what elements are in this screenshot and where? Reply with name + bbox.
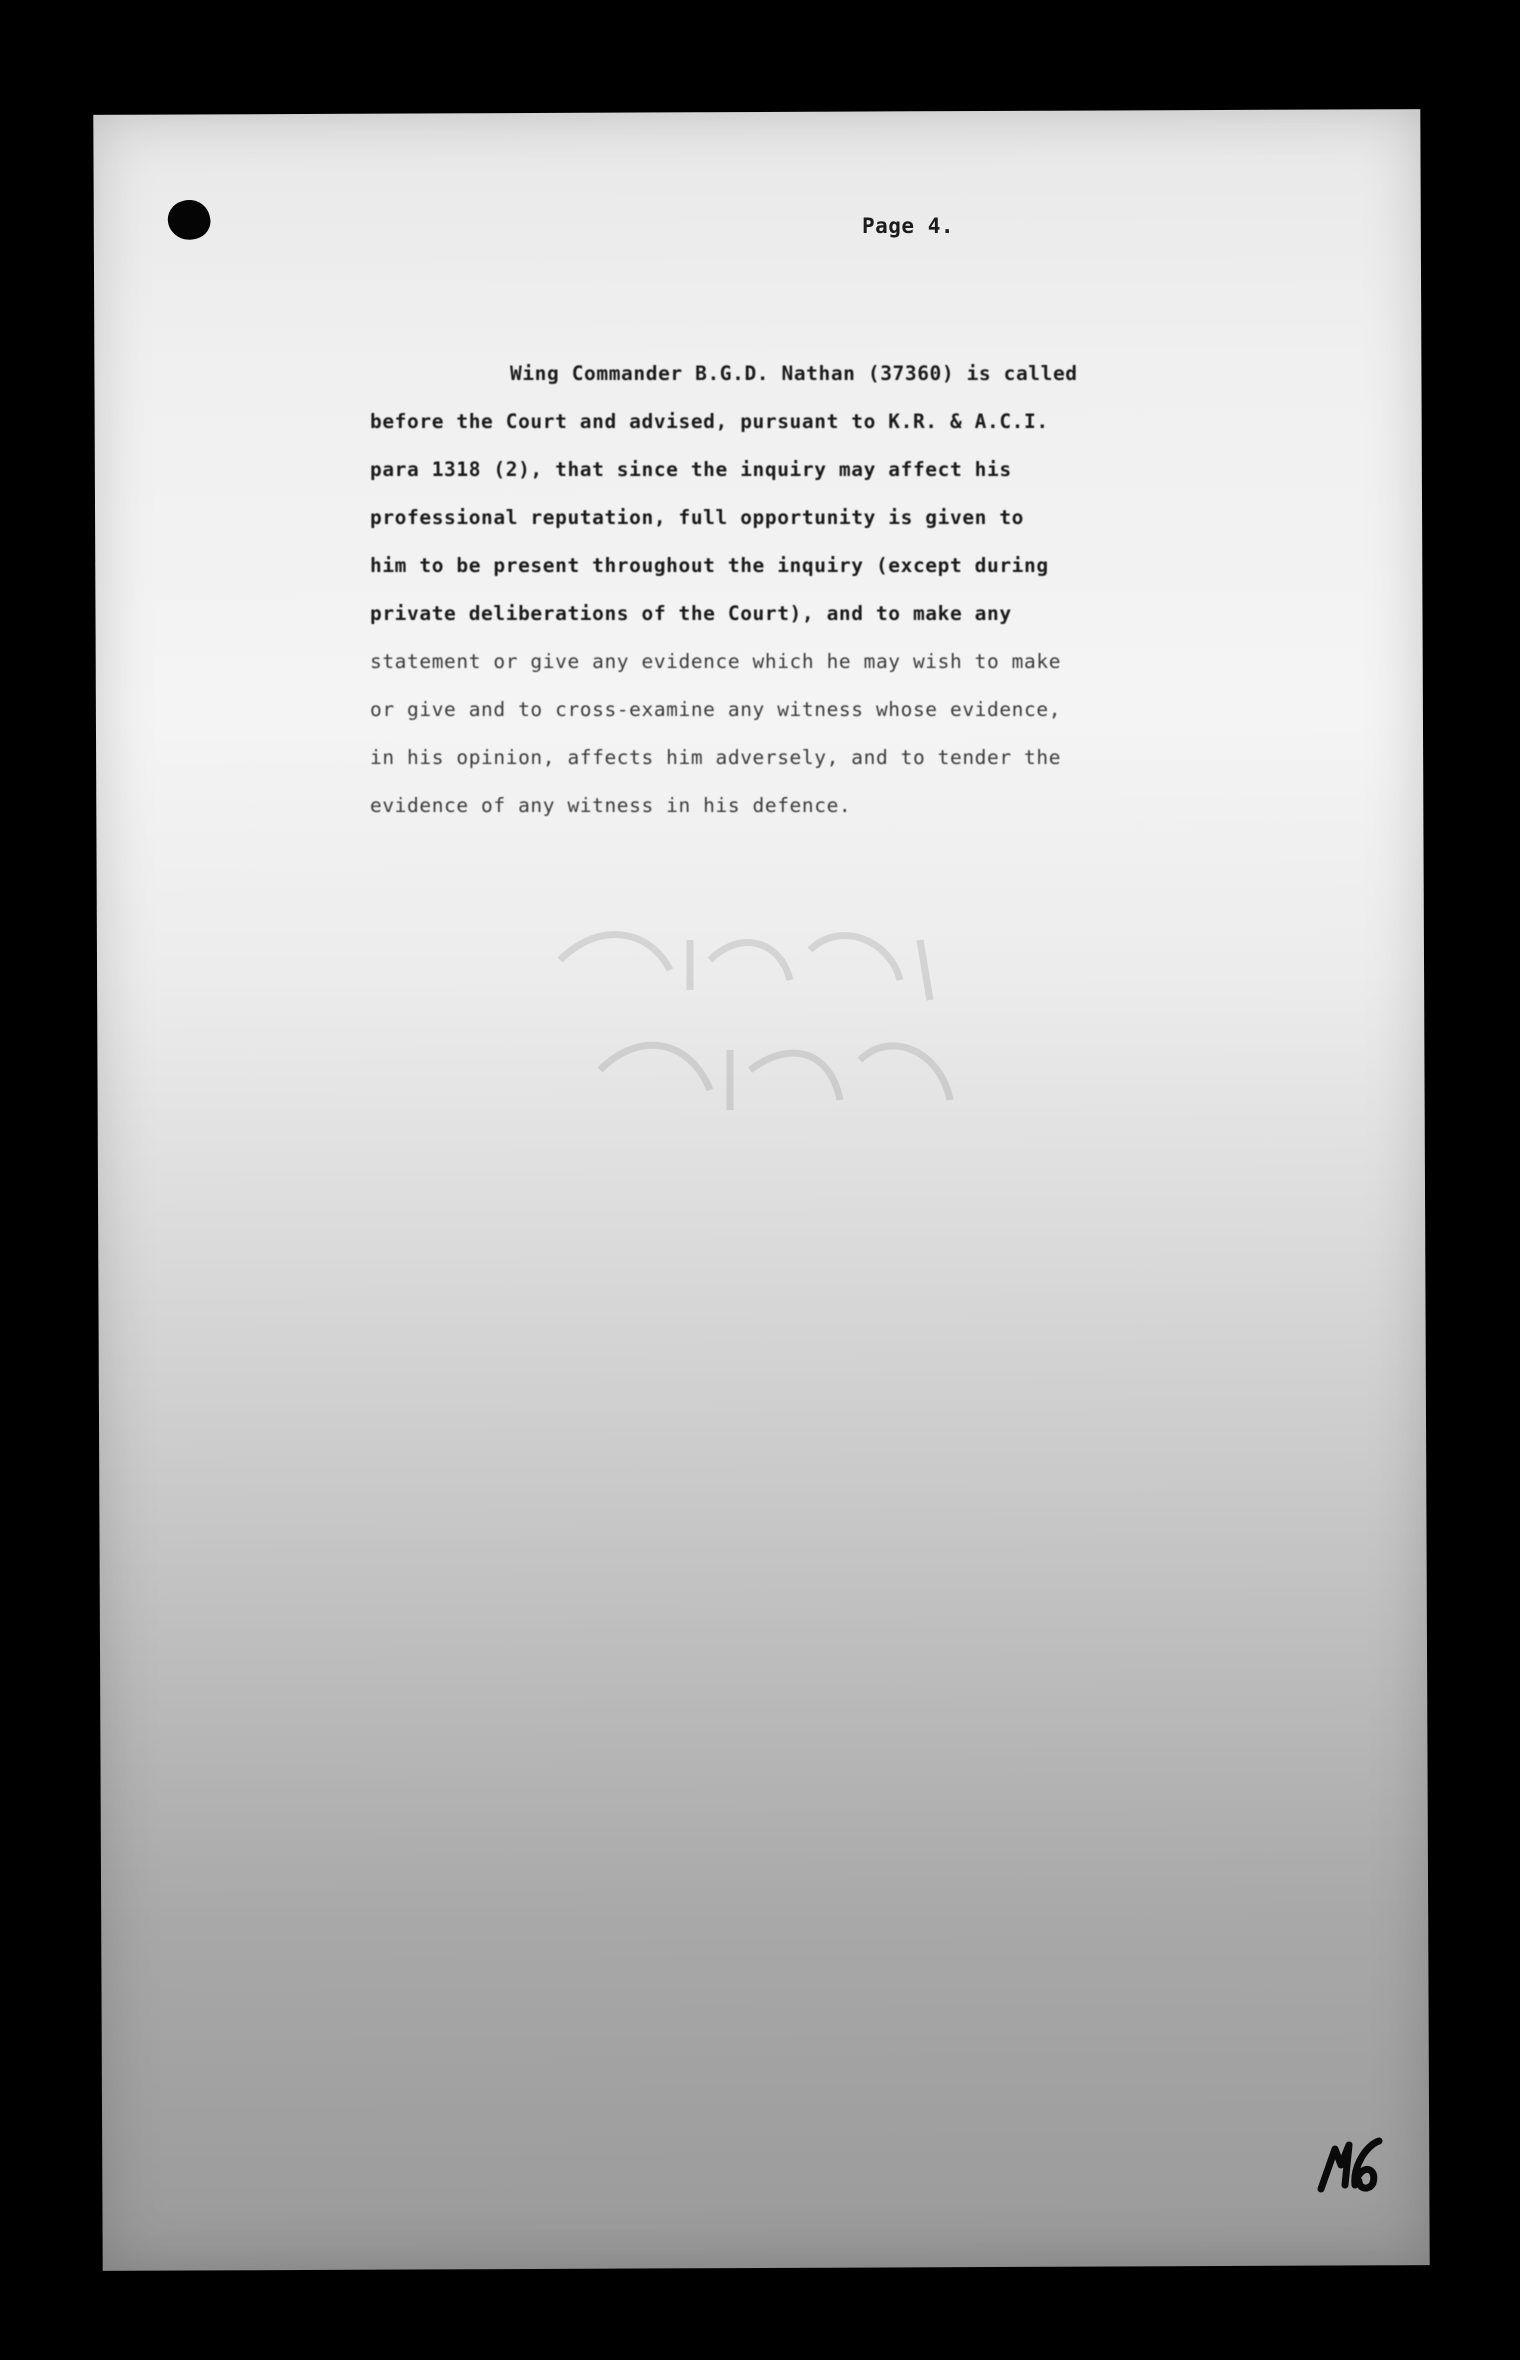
paragraph-line: in his opinion, affects him adversely, and to tender the [370,746,1062,769]
paragraph-line: or give and to cross-examine any witness whose evidence, [370,698,1062,721]
paragraph-line: before the Court and advised, pursuant to K.R. & A.C.I. [370,410,1049,433]
paragraph-line: professional reputation, full opportunity is given to [370,506,1025,529]
paragraph-line: him to be present throughout the inquiry (except during [370,554,1049,577]
paragraph-line: private deliberations of the Court), and to make any [370,602,1012,625]
paragraph-line: para 1318 (2), that since the inquiry may affect his [370,458,1012,481]
paragraph-line: statement or give any evidence which he may wish to make [370,650,1062,673]
paragraph-line: evidence of any witness in his defence. [370,794,852,817]
page-number: Page 4. [862,214,955,238]
body-paragraph [370,350,1150,830]
paragraph-line: Wing Commander B.G.D. Nathan (37360) is called [510,362,1078,385]
handwritten-folio-mark [1315,2135,1390,2195]
